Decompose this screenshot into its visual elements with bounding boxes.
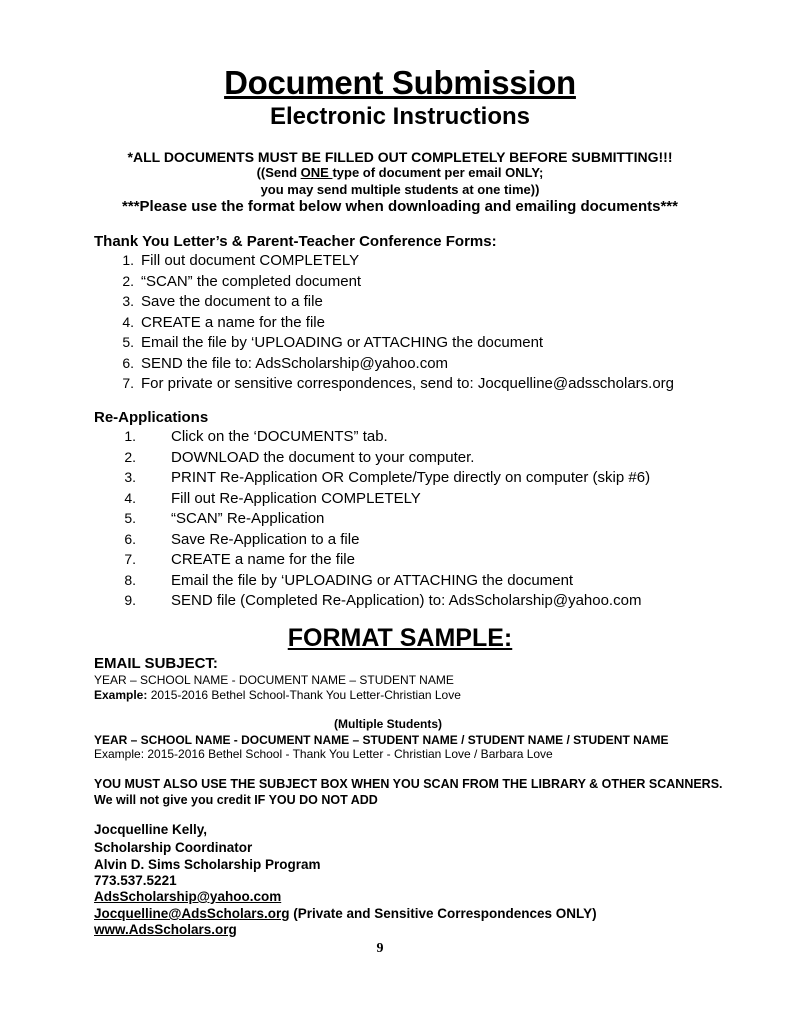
- example-text-2: : 2015-2016 Bethel School - Thank You Letter - Christian Love / Barbara Love: [140, 747, 553, 761]
- notice-line-2-emphasis: ONE: [300, 165, 333, 180]
- notice-line-2: [0, 165, 800, 180]
- example-label: Example:: [94, 688, 148, 702]
- step-text: Email the file by ‘UPLOADING or ATTACHING the document: [171, 572, 574, 589]
- step-text: Save the document to a file: [141, 293, 323, 310]
- subject-pattern-single: YEAR – SCHOOL NAME - DOCUMENT NAME – STUDENT NAME: [94, 673, 454, 687]
- step-text: DOWNLOAD the document to your computer.: [171, 449, 475, 466]
- section-reapplications-heading: Re-Applications: [94, 409, 209, 426]
- step-text: Fill out document COMPLETELY: [141, 252, 360, 269]
- step-text: Fill out Re-Application COMPLETELY: [171, 490, 421, 507]
- step-number: 6.: [122, 355, 134, 371]
- email-link-yahoo[interactable]: AdsScholarship@yahoo.com: [94, 889, 282, 904]
- step-text: SEND the file to: AdsScholarship@yahoo.com: [141, 355, 449, 372]
- step-text: PRINT Re-Application OR Complete/Type directly on computer (skip #6): [171, 469, 651, 486]
- website-link[interactable]: www.AdsScholars.org: [94, 922, 237, 937]
- subject-pattern-multiple: YEAR – SCHOOL NAME - DOCUMENT NAME – STUDENT NAME / STUDENT NAME / STUDENT NAME: [94, 733, 669, 747]
- step-number: 1.: [124, 428, 136, 444]
- step-text: Email the file by ‘UPLOADING or ATTACHING the document: [141, 334, 544, 351]
- section-thank-you-heading: Thank You Letter’s & Parent-Teacher Conference Forms:: [94, 233, 497, 250]
- subject-box-note: YOU MUST ALSO USE THE SUBJECT BOX WHEN YOU SCAN FROM THE LIBRARY & OTHER SCANNERS. We will not give you credit IF YOU DO NOT ADD: [94, 777, 723, 807]
- multiple-students-label: (Multiple Students): [334, 717, 442, 731]
- notice-line-1: *ALL DOCUMENTS MUST BE FILLED OUT COMPLETELY BEFORE SUBMITTING!!!: [127, 149, 673, 165]
- step-number: 5.: [124, 510, 136, 526]
- email-subject-label: EMAIL SUBJECT:: [94, 655, 218, 672]
- signature-private-email: [94, 906, 597, 921]
- signature-role: Scholarship Coordinator: [94, 840, 253, 855]
- page-number: 9: [376, 941, 384, 956]
- private-email-note: (Private and Sensitive Correspondences ONLY): [289, 906, 597, 921]
- signature-name: Jocquelline Kelly,: [94, 822, 208, 837]
- page-subtitle: Electronic Instructions: [269, 103, 531, 130]
- notice-line-2-prefix: ((Send: [256, 165, 301, 180]
- step-text: Click on the ‘DOCUMENTS” tab.: [171, 428, 388, 445]
- notice-line-2-suffix: type of document per email ONLY;: [332, 165, 544, 180]
- step-number: 8.: [124, 572, 136, 588]
- step-number: 4.: [124, 490, 136, 506]
- step-number: 2.: [124, 449, 136, 465]
- step-number: 4.: [122, 314, 134, 330]
- step-number: 3.: [124, 469, 136, 485]
- step-text: For private or sensitive correspondences, send to: Jocquelline@adsscholars.org: [141, 375, 674, 392]
- notice-line-3: you may send multiple students at one time)): [260, 182, 540, 197]
- step-number: 1.: [122, 252, 134, 268]
- page-title: Document Submission: [224, 64, 576, 101]
- step-number: 7.: [122, 375, 134, 391]
- step-number: 9.: [124, 592, 136, 608]
- subject-example-multiple: [94, 747, 553, 761]
- example-text: 2015-2016 Bethel School-Thank You Letter-Christian Love: [147, 688, 461, 702]
- step-number: 6.: [124, 531, 136, 547]
- example-label-2: Example: [94, 747, 141, 761]
- email-link-adsscholars[interactable]: Jocquelline@AdsScholars.org: [94, 906, 290, 921]
- notice-line-4: ***Please use the format below when downloading and emailing documents***: [122, 198, 678, 215]
- step-text: SEND file (Completed Re-Application) to: AdsScholarship@yahoo.com: [171, 592, 642, 609]
- step-number: 2.: [122, 273, 134, 289]
- step-text: “SCAN” the completed document: [141, 273, 362, 290]
- step-number: 3.: [122, 293, 134, 309]
- step-number: 7.: [124, 551, 136, 567]
- step-number: 5.: [122, 334, 134, 350]
- step-text: Save Re-Application to a file: [171, 531, 360, 548]
- step-text: CREATE a name for the file: [141, 314, 325, 331]
- subject-example-single: [94, 688, 461, 702]
- step-text: “SCAN” Re-Application: [171, 510, 325, 527]
- step-text: CREATE a name for the file: [171, 551, 355, 568]
- format-sample-heading: FORMAT SAMPLE:: [287, 624, 513, 652]
- signature-phone: 773.537.5221: [94, 873, 177, 888]
- signature-program: Alvin D. Sims Scholarship Program: [94, 857, 321, 872]
